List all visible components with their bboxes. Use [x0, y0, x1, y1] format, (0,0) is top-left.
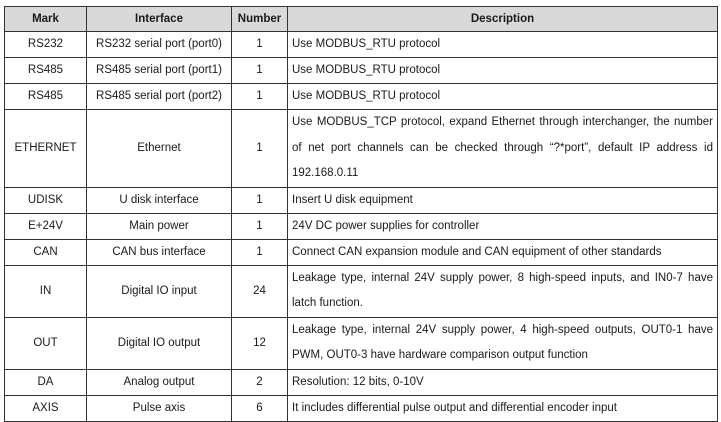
- cell-interface: RS485 serial port (port2): [87, 84, 232, 110]
- cell-mark: AXIS: [5, 395, 87, 421]
- cell-mark: DA: [5, 369, 87, 395]
- cell-number: 1: [232, 84, 288, 110]
- cell-mark: RS232: [5, 32, 87, 58]
- cell-interface: Pulse axis: [87, 395, 232, 421]
- cell-description: Use MODBUS_RTU protocol: [288, 58, 718, 84]
- cell-number: 1: [232, 239, 288, 265]
- cell-mark: OUT: [5, 317, 87, 369]
- header-number: Number: [232, 7, 288, 32]
- cell-mark: ETHERNET: [5, 110, 87, 188]
- cell-number: 1: [232, 32, 288, 58]
- cell-description: It includes differential pulse output and differential encoder input: [288, 395, 718, 421]
- table-row: [5, 213, 718, 239]
- interface-table: [4, 6, 718, 422]
- table-header-row: [5, 7, 718, 32]
- cell-mark: E+24V: [5, 213, 87, 239]
- table-row: [5, 395, 718, 421]
- cell-description: Insert U disk equipment: [288, 187, 718, 213]
- header-interface: Interface: [87, 7, 232, 32]
- cell-description: Leakage type, internal 24V supply power, 4 high-speed outputs, OUT0-1 have PWM, OUT0-3 have hardware comparison output function: [288, 317, 718, 369]
- cell-number: 6: [232, 395, 288, 421]
- cell-number: 1: [232, 213, 288, 239]
- cell-interface: U disk interface: [87, 187, 232, 213]
- cell-interface: CAN bus interface: [87, 239, 232, 265]
- table-row: [5, 317, 718, 369]
- cell-number: 24: [232, 265, 288, 317]
- cell-description: Use MODBUS_RTU protocol: [288, 32, 718, 58]
- cell-number: 1: [232, 110, 288, 188]
- table-row: [5, 369, 718, 395]
- table-row: [5, 32, 718, 58]
- cell-mark: CAN: [5, 239, 87, 265]
- cell-mark: UDISK: [5, 187, 87, 213]
- cell-number: 2: [232, 369, 288, 395]
- cell-interface: Digital IO output: [87, 317, 232, 369]
- table-row: [5, 265, 718, 317]
- cell-mark: RS485: [5, 84, 87, 110]
- table-row: [5, 58, 718, 84]
- cell-description: Leakage type, internal 24V supply power, 8 high-speed inputs, and IN0-7 have latch function.: [288, 265, 718, 317]
- cell-number: 1: [232, 187, 288, 213]
- cell-description: 24V DC power supplies for controller: [288, 213, 718, 239]
- header-description: Description: [288, 7, 718, 32]
- cell-description: Resolution: 12 bits, 0-10V: [288, 369, 718, 395]
- cell-mark: RS485: [5, 58, 87, 84]
- table-row: [5, 110, 718, 188]
- cell-mark: IN: [5, 265, 87, 317]
- cell-description: Use MODBUS_RTU protocol: [288, 84, 718, 110]
- table-row: [5, 84, 718, 110]
- cell-interface: Ethernet: [87, 110, 232, 188]
- table-row: [5, 187, 718, 213]
- interface-table-wrapper: [4, 6, 718, 422]
- header-mark: Mark: [5, 7, 87, 32]
- cell-interface: Digital IO input: [87, 265, 232, 317]
- table-row: [5, 239, 718, 265]
- cell-number: 1: [232, 58, 288, 84]
- cell-interface: RS485 serial port (port1): [87, 58, 232, 84]
- cell-description: Connect CAN expansion module and CAN equipment of other standards: [288, 239, 718, 265]
- cell-interface: RS232 serial port (port0): [87, 32, 232, 58]
- cell-number: 12: [232, 317, 288, 369]
- cell-description: Use MODBUS_TCP protocol, expand Ethernet through interchanger, the number of net port channels can be checked through “?*port”, default IP address id 192.168.0.11: [288, 110, 718, 188]
- cell-interface: Main power: [87, 213, 232, 239]
- cell-interface: Analog output: [87, 369, 232, 395]
